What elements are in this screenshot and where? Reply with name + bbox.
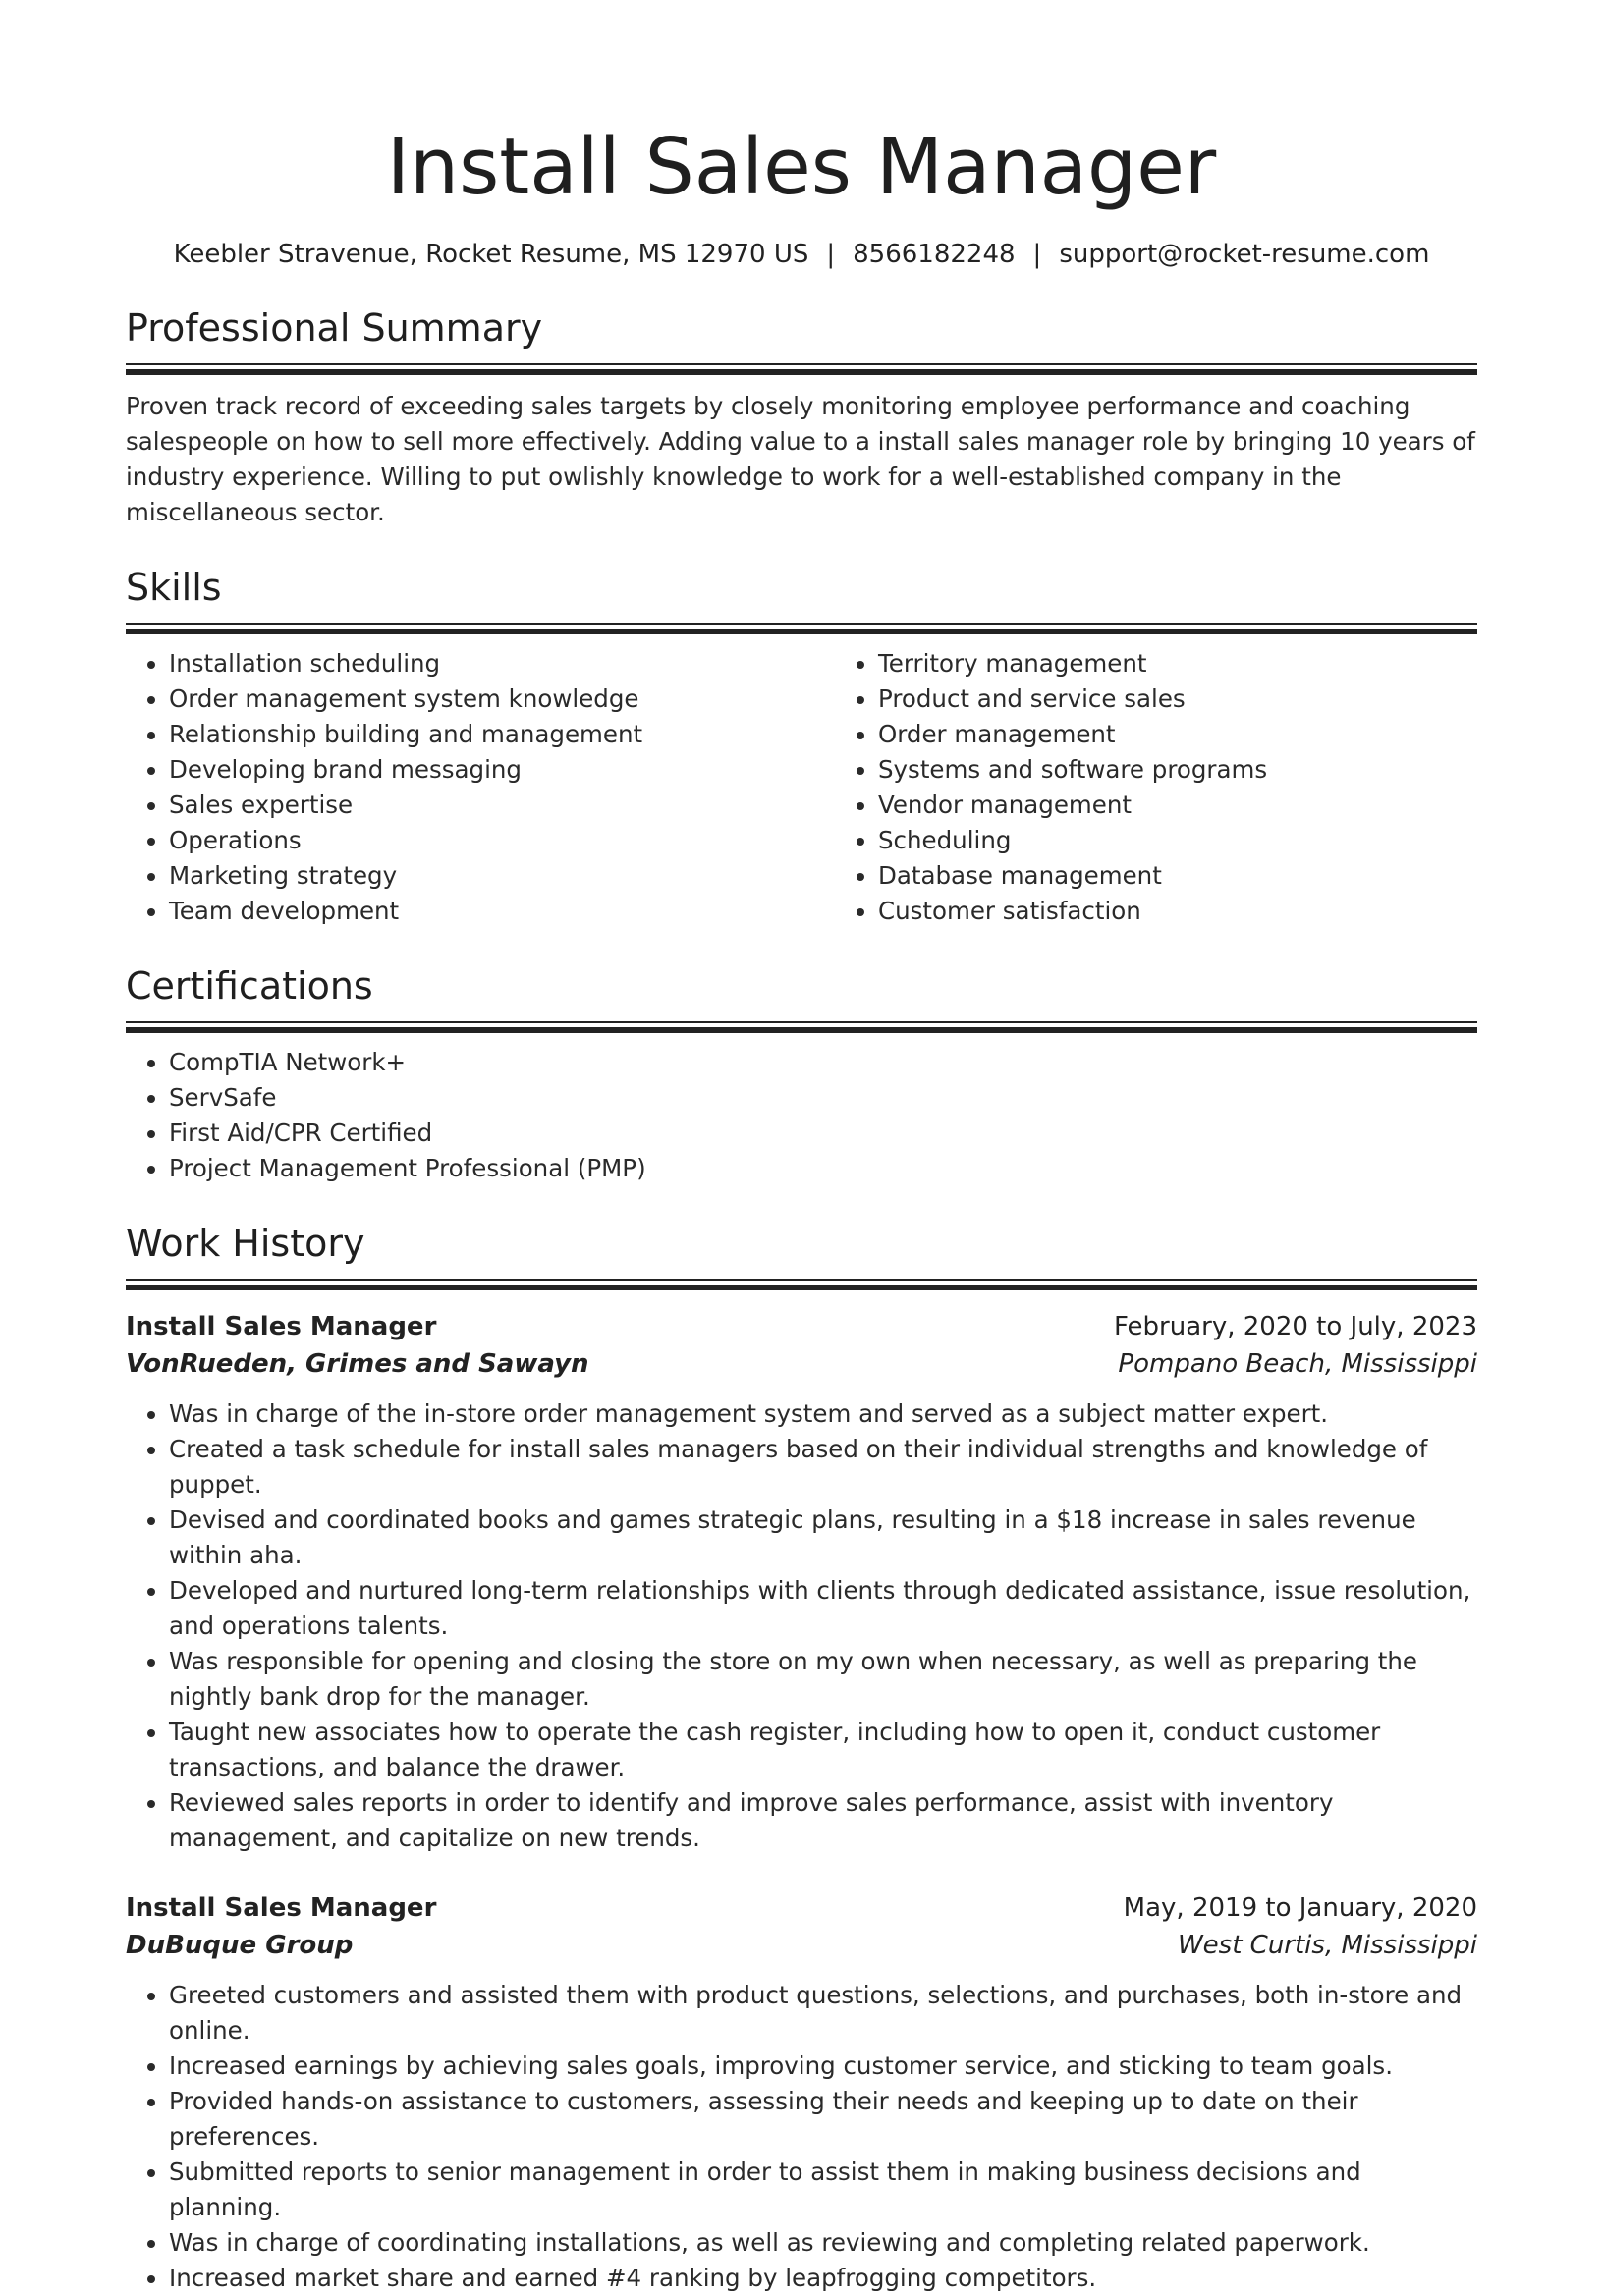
contact-address: Keebler Stravenue, Rocket Resume, MS 12970 US bbox=[173, 240, 809, 269]
job-header-row bbox=[126, 1308, 1477, 1345]
job-subheader-row bbox=[126, 1345, 1477, 1383]
job-bullets bbox=[126, 1978, 1477, 2296]
contact-email: support@rocket-resume.com bbox=[1059, 240, 1430, 269]
job-bullets bbox=[126, 1396, 1477, 1856]
resume-page bbox=[126, 0, 1477, 2296]
job-bullet: • Submitted reports to senior management in order to assist them in making business decisions and planning. bbox=[169, 2155, 1477, 2225]
skill-item: • Database management bbox=[878, 858, 1544, 894]
skill-item: • Order management bbox=[878, 717, 1544, 752]
job-bullet: • Increased market share and earned #4 ranking by leapfrogging competitors. bbox=[169, 2261, 1477, 2296]
contact-line bbox=[126, 238, 1477, 271]
skill-item: • Operations bbox=[169, 823, 835, 858]
skills-list-right bbox=[835, 646, 1544, 929]
job-bullet: • Was in charge of the in-store order management system and served as a subject matter expert. bbox=[169, 1396, 1477, 1432]
section-title-summary: Professional Summary bbox=[126, 306, 543, 350]
section-title-work-history: Work History bbox=[126, 1222, 365, 1265]
certifications-list bbox=[126, 1045, 1477, 1186]
skill-item: • Scheduling bbox=[878, 823, 1544, 858]
certification-item: • CompTIA Network+ bbox=[169, 1045, 1477, 1080]
certifications-section bbox=[126, 962, 1477, 1186]
skill-item: • Order management system knowledge bbox=[169, 682, 835, 717]
job-title: Install Sales Manager bbox=[126, 1893, 437, 1923]
job-dates: May, 2019 to January, 2020 bbox=[1123, 1893, 1477, 1923]
contact-separator: | bbox=[1032, 240, 1042, 269]
skills-section bbox=[126, 564, 1477, 929]
job-dates: February, 2020 to July, 2023 bbox=[1114, 1312, 1477, 1341]
skill-item: • Sales expertise bbox=[169, 788, 835, 823]
skill-item: • Systems and software programs bbox=[878, 752, 1544, 788]
skill-item: • Installation scheduling bbox=[169, 646, 835, 682]
job-bullet: • Taught new associates how to operate the cash register, including how to open it, conduct customer transactions, and balance the drawer. bbox=[169, 1715, 1477, 1785]
job-bullet: • Increased earnings by achieving sales goals, improving customer service, and sticking to team goals. bbox=[169, 2049, 1477, 2084]
job-entry bbox=[126, 1308, 1477, 1856]
job-bullet: • Reviewed sales reports in order to identify and improve sales performance, assist with inventory management, and capitalize on new trends. bbox=[169, 1785, 1477, 1856]
job-bullet: • Was in charge of coordinating installations, as well as reviewing and completing related paperwork. bbox=[169, 2225, 1477, 2261]
job-bullet: • Provided hands-on assistance to customers, assessing their needs and keeping up to date on their preferences. bbox=[169, 2084, 1477, 2155]
skill-item: • Customer satisfaction bbox=[878, 894, 1544, 929]
work-history-section bbox=[126, 1220, 1477, 2296]
certification-item: • First Aid/CPR Certified bbox=[169, 1116, 1477, 1151]
skills-columns bbox=[126, 646, 1477, 929]
job-company: DuBuque Group bbox=[126, 1931, 354, 1960]
job-bullet: • Devised and coordinated books and games strategic plans, resulting in a $18 increase in sales revenue within aha. bbox=[169, 1503, 1477, 1573]
skill-item: • Relationship building and management bbox=[169, 717, 835, 752]
skills-list-left bbox=[126, 646, 835, 929]
skill-item: • Team development bbox=[169, 894, 835, 929]
skill-item: • Developing brand messaging bbox=[169, 752, 835, 788]
job-bullet: • Greeted customers and assisted them with product questions, selections, and purchases, both in-store and online. bbox=[169, 1978, 1477, 2049]
job-entry bbox=[126, 1889, 1477, 2296]
job-location: West Curtis, Mississippi bbox=[1177, 1931, 1477, 1960]
skill-item: • Vendor management bbox=[878, 788, 1544, 823]
skill-item: • Marketing strategy bbox=[169, 858, 835, 894]
job-title: Install Sales Manager bbox=[126, 1312, 437, 1341]
summary-section bbox=[126, 304, 1477, 530]
contact-separator: | bbox=[826, 240, 836, 269]
section-divider bbox=[126, 363, 1477, 375]
skill-item: • Territory management bbox=[878, 646, 1544, 682]
job-location: Pompano Beach, Mississippi bbox=[1118, 1349, 1477, 1379]
resume-name: Install Sales Manager bbox=[386, 122, 1217, 212]
job-bullet: • Developed and nurtured long-term relationships with clients through dedicated assistance, issue resolution, and operations talents. bbox=[169, 1573, 1477, 1644]
certification-item: • Project Management Professional (PMP) bbox=[169, 1151, 1477, 1186]
section-divider bbox=[126, 1279, 1477, 1290]
section-divider bbox=[126, 623, 1477, 634]
certification-item: • ServSafe bbox=[169, 1080, 1477, 1116]
section-divider bbox=[126, 1021, 1477, 1033]
job-subheader-row bbox=[126, 1927, 1477, 1964]
job-bullet: • Was responsible for opening and closing the store on my own when necessary, as well as preparing the nightly bank drop for the manager. bbox=[169, 1644, 1477, 1715]
job-header-row bbox=[126, 1889, 1477, 1927]
section-title-skills: Skills bbox=[126, 566, 222, 609]
contact-phone: 8566182248 bbox=[853, 240, 1016, 269]
job-bullet: • Created a task schedule for install sales managers based on their individual strengths and knowledge of puppet. bbox=[169, 1432, 1477, 1503]
job-company: VonRueden, Grimes and Sawayn bbox=[126, 1349, 589, 1379]
summary-text: Proven track record of exceeding sales targets by closely monitoring employee performance and coaching salespeople on how to sell more effectively. Adding value to a install sales manager role by bringing 10 years of industry experience. Willing to put owlishly knowledge to work for a well-established company in the miscellaneous sector. bbox=[126, 392, 1475, 526]
skill-item: • Product and service sales bbox=[878, 682, 1544, 717]
section-title-certifications: Certifications bbox=[126, 964, 373, 1008]
